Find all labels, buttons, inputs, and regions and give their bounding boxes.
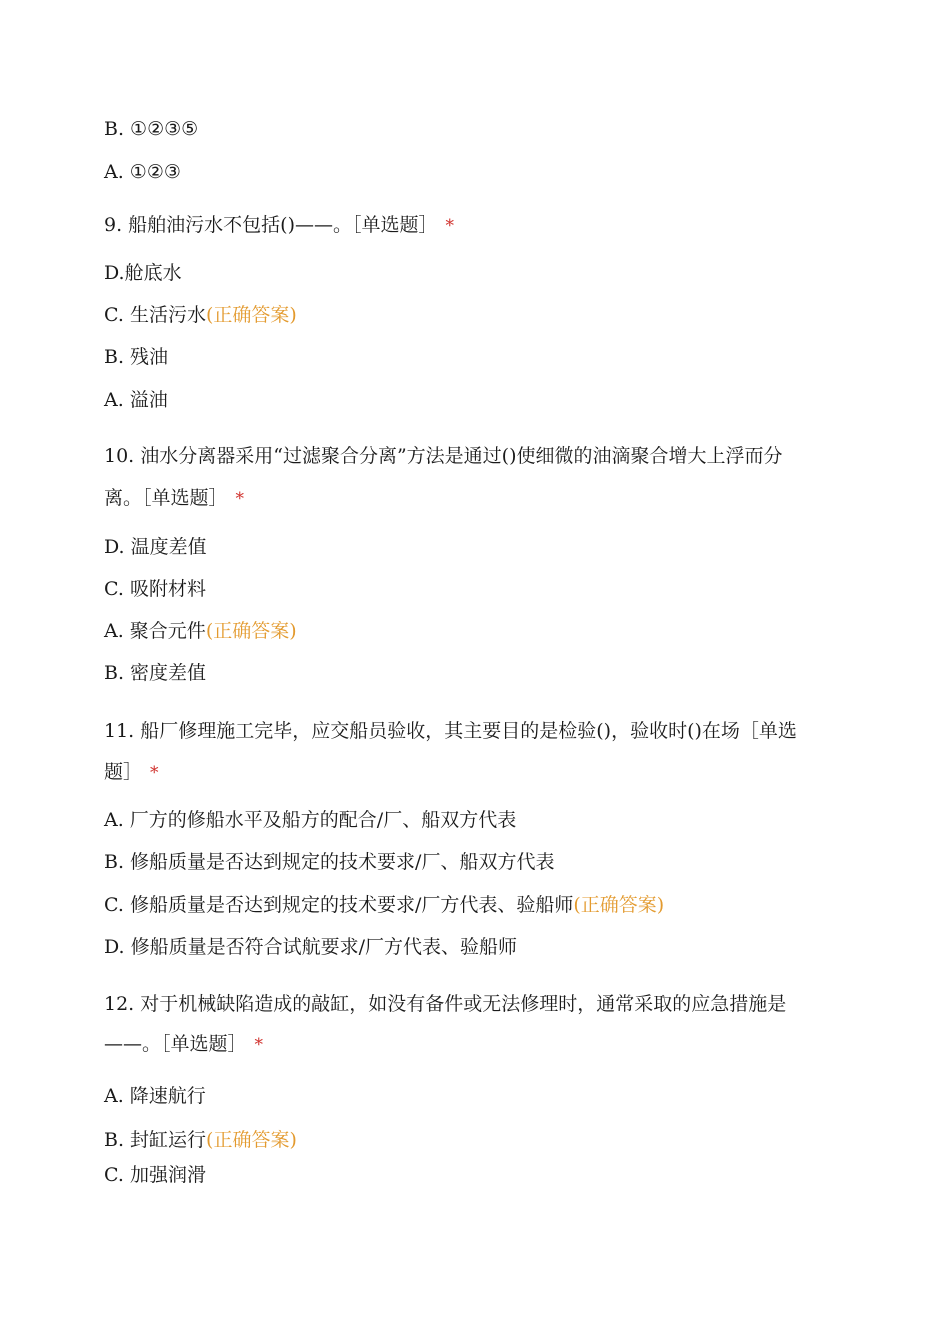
correct-answer-tag: (正确答案) <box>206 1129 297 1151</box>
option-text: B. 修船质量是否达到规定的技术要求/厂、船双方代表 <box>104 851 555 873</box>
option-text: D. 温度差值 <box>104 536 207 558</box>
option-line <box>104 619 297 643</box>
question-text: 12. 对于机械缺陷造成的敲缸，如没有备件或无法修理时，通常采取的应急措施是 <box>104 993 787 1015</box>
option-line <box>104 935 517 959</box>
question-text: 10. 油水分离器采用“过滤聚合分离”方法是通过()使细微的油滴聚合增大上浮而分 <box>104 445 783 467</box>
option-text: B. 残油 <box>104 346 169 368</box>
option-text: C. 生活污水 <box>104 304 206 326</box>
option-line <box>104 1128 297 1152</box>
option-line <box>104 303 297 327</box>
correct-answer-tag: (正确答案) <box>205 304 297 326</box>
option-line <box>104 1084 206 1108</box>
option-line <box>104 808 516 832</box>
option-text: D. 修船质量是否符合试航要求/厂方代表、验船师 <box>104 936 518 958</box>
question-11-title <box>104 719 797 743</box>
required-marker: * <box>150 763 159 783</box>
option-line <box>104 388 168 412</box>
option-line <box>104 893 664 917</box>
correct-answer-tag: (正确答案) <box>205 620 297 642</box>
option-line <box>104 160 181 184</box>
question-9-title <box>104 213 454 238</box>
question-text: ——。［单选题］ <box>104 1033 247 1055</box>
option-text: C. 吸附材料 <box>104 578 206 600</box>
question-12-title <box>104 992 786 1016</box>
option-text: A. 聚合元件 <box>104 620 206 642</box>
option-line <box>104 577 206 601</box>
question-text: 离。［单选题］ <box>104 487 228 509</box>
question-text: 题］ <box>104 761 143 783</box>
option-line <box>104 535 207 559</box>
option-text: B. 封缸运行 <box>104 1129 207 1151</box>
option-line <box>104 261 182 285</box>
option-text: C. 修船质量是否达到规定的技术要求/厂方代表、验船师 <box>104 894 574 916</box>
option-text: A. 降速航行 <box>104 1085 206 1107</box>
option-line <box>104 1163 206 1187</box>
question-text: 9. 船舶油污水不包括()——。［单选题］ <box>104 214 438 236</box>
question-text: 11. 船厂修理施工完毕，应交船员验收，其主要目的是检验()，验收时()在场［单选 <box>104 720 797 742</box>
option-text: A. 厂方的修船水平及船方的配合/厂、船双方代表 <box>104 809 517 831</box>
option-line <box>104 345 168 369</box>
option-text: A. ①②③ <box>104 161 181 183</box>
option-line <box>104 117 198 141</box>
required-marker: * <box>254 1035 264 1055</box>
option-text: B. ①②③⑤ <box>104 118 199 140</box>
option-text: A. 溢油 <box>104 389 168 411</box>
question-11-title-cont <box>104 760 159 785</box>
question-10-title-cont <box>104 486 244 511</box>
option-text: B. 密度差值 <box>104 662 207 684</box>
required-marker: * <box>235 489 245 509</box>
option-line <box>104 661 206 685</box>
option-text: C. 加强润滑 <box>104 1164 206 1186</box>
option-line <box>104 850 554 874</box>
question-12-title-cont <box>104 1032 263 1057</box>
required-marker: * <box>445 216 454 236</box>
option-text: D.舱底水 <box>104 262 182 284</box>
question-10-title <box>104 444 783 468</box>
correct-answer-tag: (正确答案) <box>573 894 665 916</box>
